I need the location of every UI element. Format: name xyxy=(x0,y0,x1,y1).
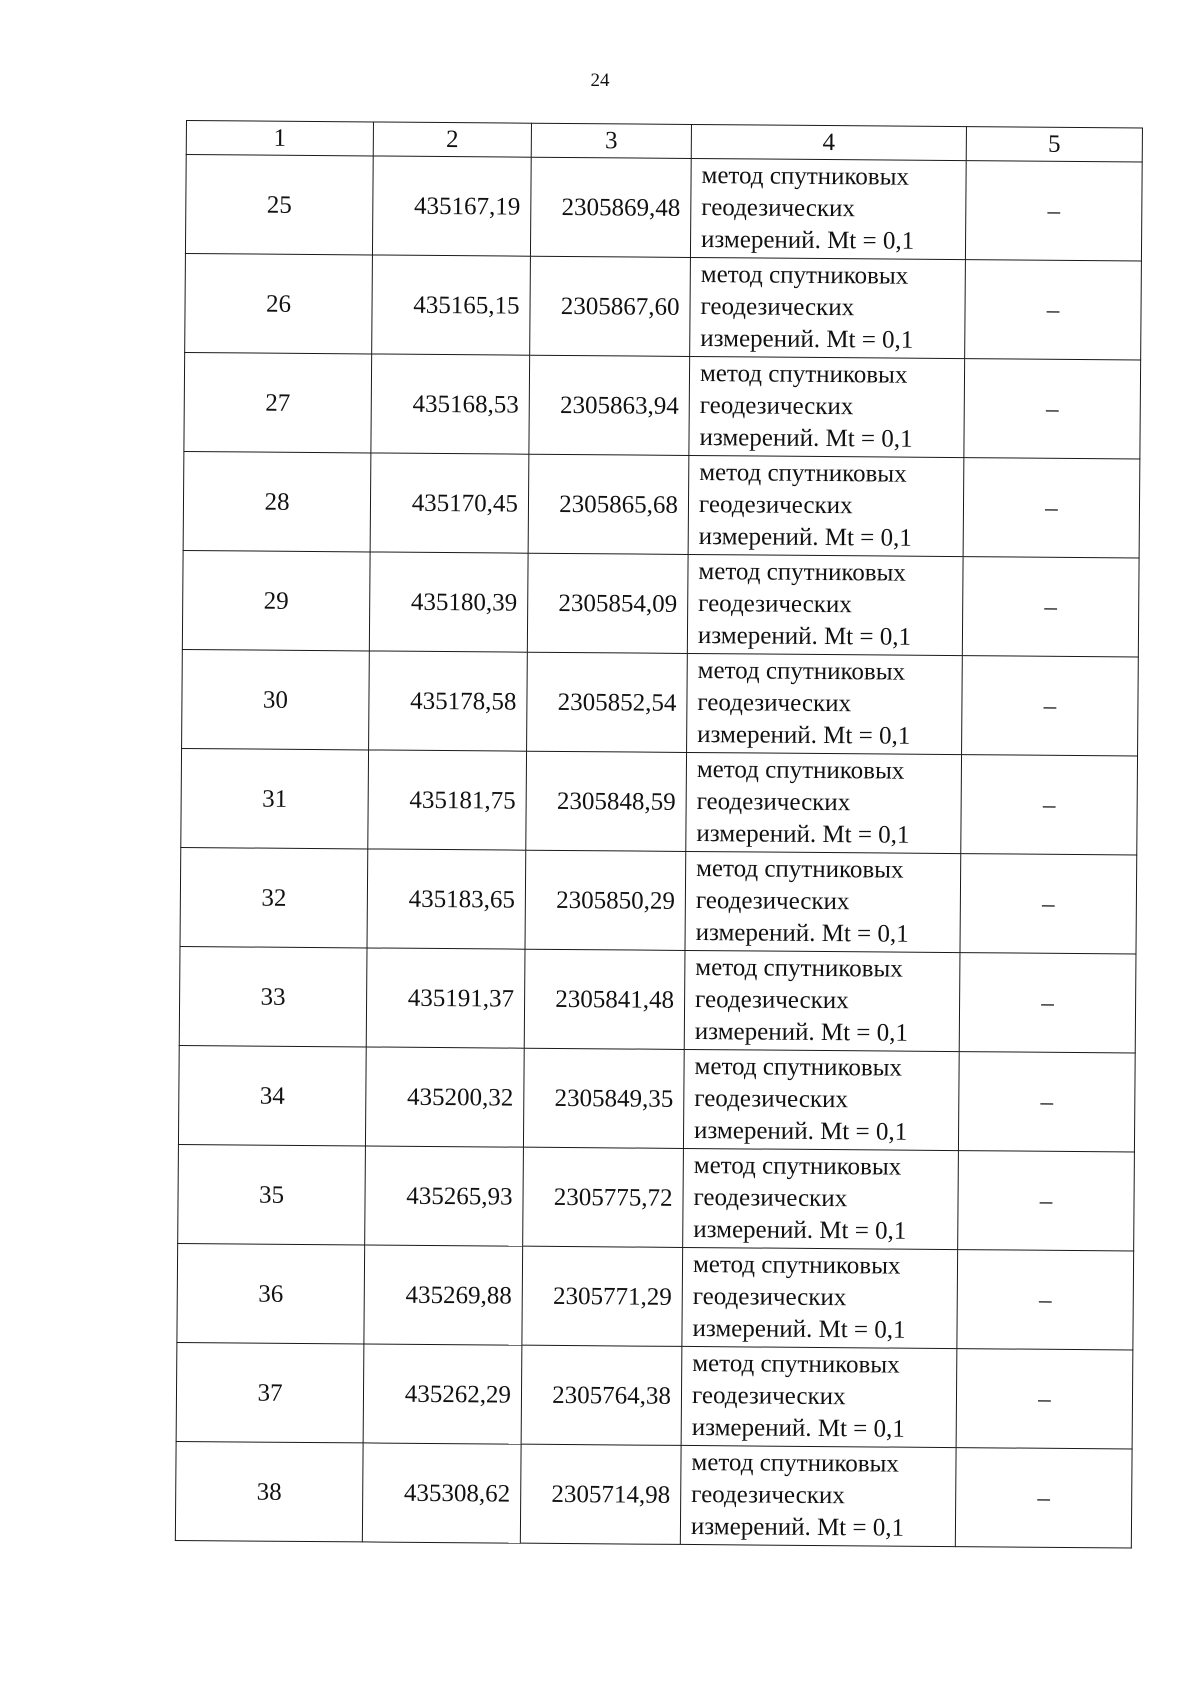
table-row xyxy=(179,946,1136,1053)
method-text-line: геодезических xyxy=(691,1382,846,1411)
method-cell xyxy=(689,356,965,457)
point-number-cell: 32 xyxy=(180,847,368,947)
method-text-line: геодезических xyxy=(693,1184,848,1213)
method-text-line: измерений. Mt = 0,1 xyxy=(693,1216,907,1245)
point-number-cell: 27 xyxy=(184,352,372,452)
note-cell: – xyxy=(956,1349,1133,1449)
method-text-line: метод спутниковых xyxy=(694,1053,903,1082)
method-text-line: измерений. Mt = 0,1 xyxy=(691,1414,905,1443)
method-text-line: метод спутниковых xyxy=(692,1350,900,1379)
table-row xyxy=(182,550,1139,657)
note-cell: – xyxy=(962,656,1139,756)
table-row xyxy=(183,451,1140,558)
method-text-line: измерений. Mt = 0,1 xyxy=(700,325,914,354)
x-coordinate-cell: 435168,53 xyxy=(371,354,530,454)
method-text-line: метод спутниковых xyxy=(693,1152,902,1181)
method-text-line: геодезических xyxy=(694,1085,849,1114)
method-text-line: геодезических xyxy=(695,887,850,916)
y-coordinate-cell: 2305849,35 xyxy=(523,1048,684,1148)
method-text-line: геодезических xyxy=(698,491,853,520)
method-text-line: геодезических xyxy=(697,689,852,718)
y-coordinate-cell: 2305865,68 xyxy=(528,454,689,554)
column-header-3: 3 xyxy=(531,123,691,158)
table-row xyxy=(180,847,1137,954)
method-cell xyxy=(684,950,960,1051)
method-text-line: метод спутниковых xyxy=(696,756,905,785)
column-header-5: 5 xyxy=(966,127,1142,162)
y-coordinate-cell: 2305714,98 xyxy=(520,1444,681,1544)
table-row xyxy=(178,1045,1135,1152)
y-coordinate-cell: 2305775,72 xyxy=(523,1147,684,1247)
point-number-cell: 35 xyxy=(178,1144,366,1244)
x-coordinate-cell: 435191,37 xyxy=(366,948,525,1048)
method-text-line: геодезических xyxy=(691,1481,845,1510)
method-text-line: метод спутниковых xyxy=(696,855,904,884)
method-cell xyxy=(681,1346,957,1447)
method-cell xyxy=(683,1148,959,1249)
method-text-line: измерений. Mt = 0,1 xyxy=(694,1018,909,1047)
x-coordinate-cell: 435262,29 xyxy=(363,1344,522,1444)
method-text-line: метод спутниковых xyxy=(691,1449,899,1478)
method-cell xyxy=(687,653,963,754)
method-text-line: геодезических xyxy=(696,788,851,817)
y-coordinate-cell: 2305852,54 xyxy=(527,652,688,752)
y-coordinate-cell: 2305848,59 xyxy=(526,751,687,851)
table-row xyxy=(176,1342,1133,1449)
method-text-line: геодезических xyxy=(698,590,852,619)
x-coordinate-cell: 435200,32 xyxy=(365,1047,524,1147)
point-number-cell: 26 xyxy=(185,253,373,353)
note-cell: – xyxy=(959,953,1136,1053)
method-text-line: метод спутниковых xyxy=(699,459,907,488)
method-text-line: геодезических xyxy=(701,194,856,223)
method-text-line: измерений. Mt = 0,1 xyxy=(693,1117,908,1146)
y-coordinate-cell: 2305863,94 xyxy=(529,355,690,455)
method-cell xyxy=(687,554,963,655)
table-row xyxy=(185,155,1142,262)
table-row xyxy=(182,649,1139,756)
note-cell: – xyxy=(962,557,1139,657)
method-text-line: метод спутниковых xyxy=(692,1251,901,1280)
table-row xyxy=(175,1441,1132,1548)
x-coordinate-cell: 435178,58 xyxy=(369,651,528,751)
note-cell: – xyxy=(961,755,1138,855)
note-cell: – xyxy=(955,1448,1132,1548)
x-coordinate-cell: 435165,15 xyxy=(372,255,531,355)
x-coordinate-cell: 435180,39 xyxy=(369,552,528,652)
y-coordinate-cell: 2305850,29 xyxy=(525,850,686,950)
column-header-4: 4 xyxy=(691,124,966,160)
method-text-line: измерений. Mt = 0,1 xyxy=(696,820,910,849)
x-coordinate-cell: 435170,45 xyxy=(370,453,529,553)
method-text-line: метод спутниковых xyxy=(695,954,903,983)
coordinates-table xyxy=(175,120,1143,1548)
method-cell xyxy=(686,752,962,853)
x-coordinate-cell: 435183,65 xyxy=(367,849,526,949)
method-text-line: измерений. Mt = 0,1 xyxy=(697,622,912,651)
method-text-line: измерений. Mt = 0,1 xyxy=(695,919,909,948)
x-coordinate-cell: 435308,62 xyxy=(362,1443,521,1543)
point-number-cell: 30 xyxy=(182,649,370,749)
method-cell xyxy=(690,158,966,259)
point-number-cell: 25 xyxy=(185,155,373,255)
method-text-line: измерений. Mt = 0,1 xyxy=(690,1513,905,1542)
point-number-cell: 38 xyxy=(175,1441,363,1541)
y-coordinate-cell: 2305854,09 xyxy=(527,553,688,653)
method-cell xyxy=(680,1445,956,1546)
note-cell: – xyxy=(963,458,1140,558)
table-row xyxy=(181,748,1138,855)
point-number-cell: 34 xyxy=(178,1045,366,1145)
method-text-line: измерений. Mt = 0,1 xyxy=(698,523,912,552)
note-cell: – xyxy=(964,359,1141,459)
note-cell: – xyxy=(965,260,1142,360)
method-text-line: геодезических xyxy=(692,1283,847,1312)
note-cell: – xyxy=(958,1052,1135,1152)
x-coordinate-cell: 435269,88 xyxy=(364,1245,523,1345)
point-number-cell: 36 xyxy=(177,1243,365,1343)
method-text-line: измерений. Mt = 0,1 xyxy=(692,1315,906,1344)
y-coordinate-cell: 2305841,48 xyxy=(524,949,685,1049)
point-number-cell: 31 xyxy=(181,748,369,848)
method-text-line: метод спутниковых xyxy=(697,657,906,686)
table-row xyxy=(178,1144,1135,1251)
point-number-cell: 29 xyxy=(182,550,370,650)
method-cell xyxy=(685,851,961,952)
table-row xyxy=(185,253,1142,360)
x-coordinate-cell: 435181,75 xyxy=(368,750,527,850)
method-text-line: геодезических xyxy=(695,986,849,1015)
table-row xyxy=(177,1243,1134,1350)
page-number: 24 xyxy=(590,70,610,91)
method-text-line: измерений. Mt = 0,1 xyxy=(699,424,913,453)
table-body xyxy=(175,155,1142,1548)
y-coordinate-cell: 2305867,60 xyxy=(530,256,691,356)
note-cell: – xyxy=(965,161,1142,261)
method-text-line: метод спутниковых xyxy=(698,558,906,587)
column-header-2: 2 xyxy=(373,122,531,157)
method-text-line: геодезических xyxy=(700,293,855,322)
y-coordinate-cell: 2305764,38 xyxy=(521,1345,682,1445)
column-header-1: 1 xyxy=(186,121,373,156)
note-cell: – xyxy=(957,1250,1134,1350)
method-text-line: метод спутниковых xyxy=(699,360,908,389)
method-cell xyxy=(690,257,966,358)
method-cell xyxy=(688,455,964,556)
y-coordinate-cell: 2305771,29 xyxy=(522,1246,683,1346)
method-text-line: метод спутниковых xyxy=(700,261,909,290)
method-text-line: измерений. Mt = 0,1 xyxy=(697,721,911,750)
y-coordinate-cell: 2305869,48 xyxy=(530,157,691,257)
method-cell xyxy=(682,1247,958,1348)
method-text-line: метод спутниковых xyxy=(701,162,910,191)
method-text-line: измерений. Mt = 0,1 xyxy=(700,226,915,255)
point-number-cell: 28 xyxy=(183,451,371,551)
method-cell xyxy=(683,1049,959,1150)
note-cell: – xyxy=(960,854,1137,954)
table-row xyxy=(184,352,1141,459)
method-text-line: геодезических xyxy=(699,392,854,421)
point-number-cell: 37 xyxy=(176,1342,364,1442)
x-coordinate-cell: 435265,93 xyxy=(365,1146,524,1246)
point-number-cell: 33 xyxy=(179,946,367,1046)
x-coordinate-cell: 435167,19 xyxy=(372,156,531,256)
note-cell: – xyxy=(958,1151,1135,1251)
